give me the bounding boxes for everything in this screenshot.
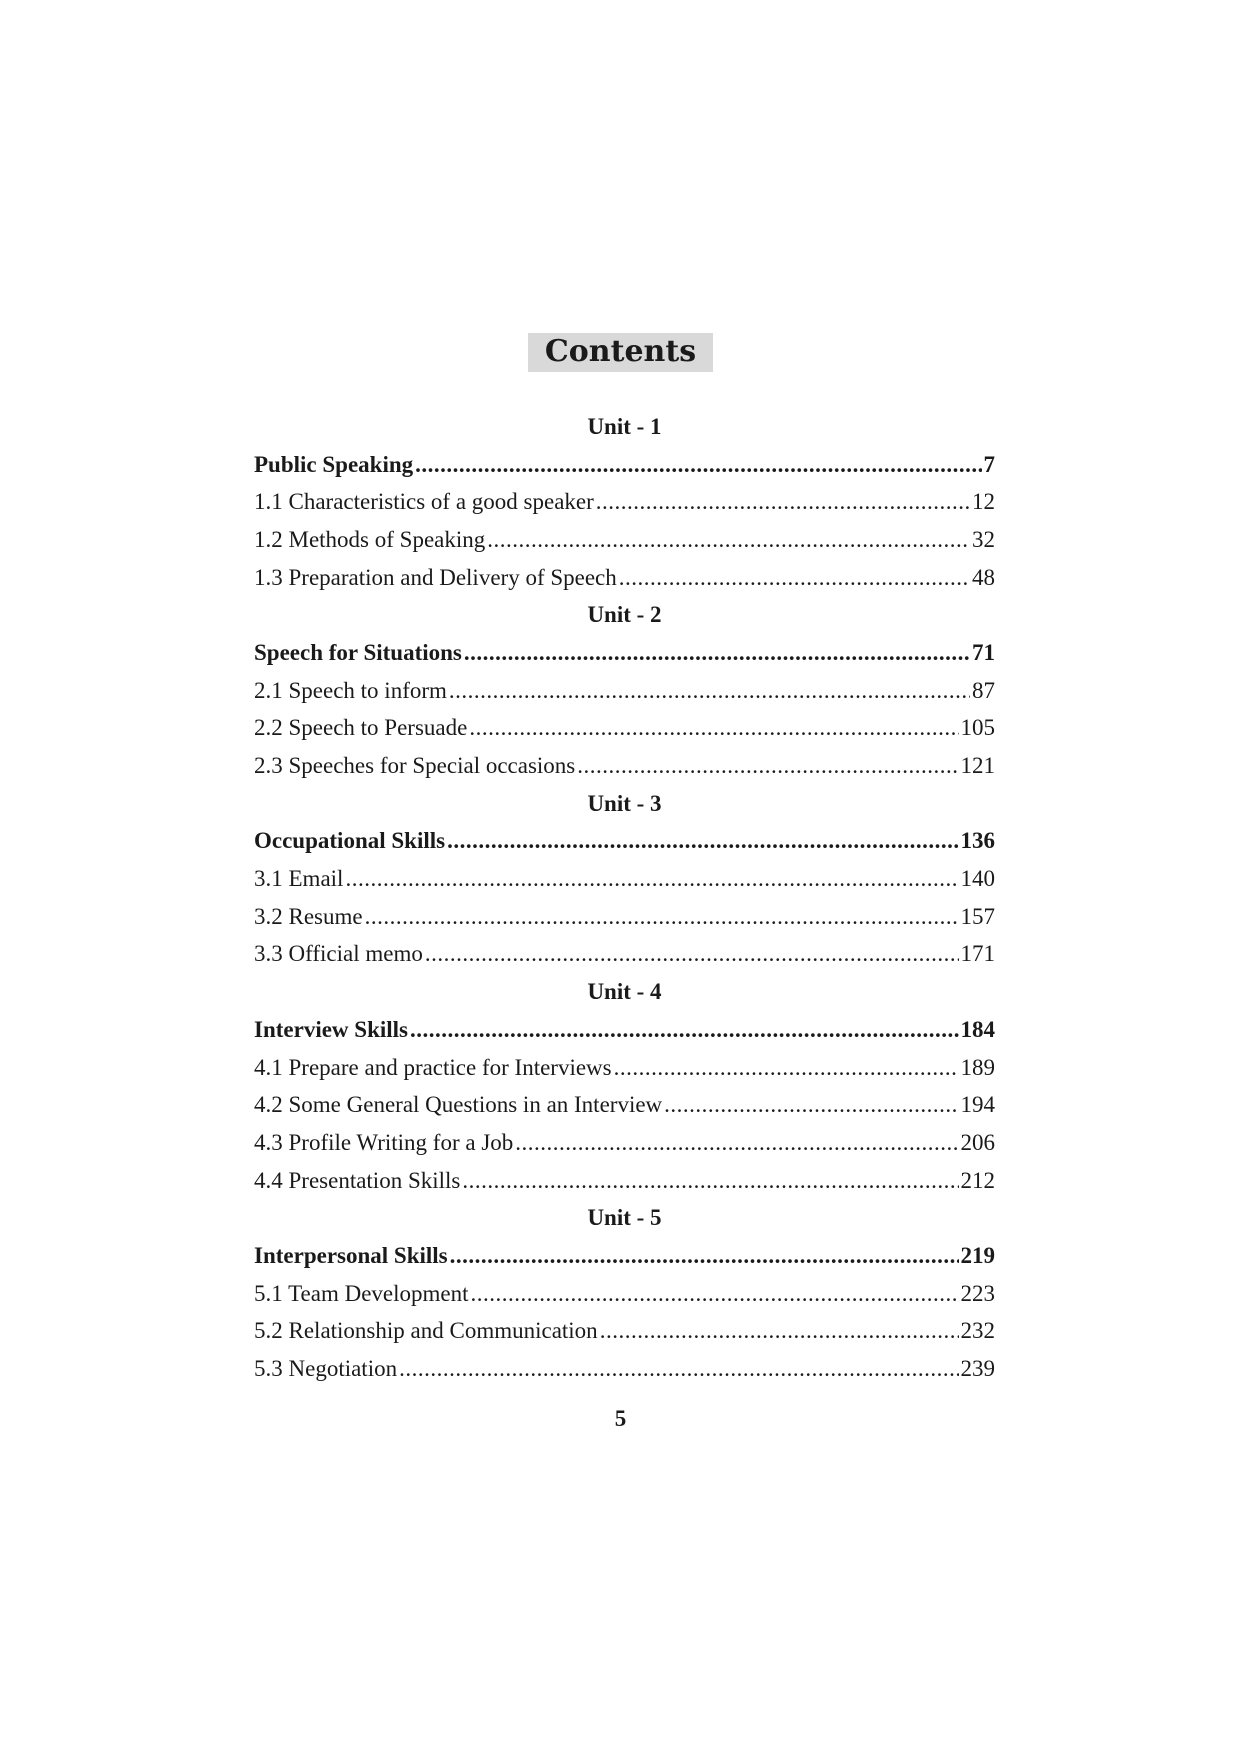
- section-title: 3.3 Official memo: [254, 941, 423, 967]
- dot-leader: [471, 1281, 959, 1307]
- section-page: 48: [972, 564, 995, 590]
- unit-heading: Unit - 5: [587, 1205, 662, 1231]
- section-page: 105: [960, 715, 995, 741]
- section-title: 1.2 Methods of Speaking: [254, 526, 486, 552]
- toc-section-entry[interactable]: [254, 1313, 995, 1351]
- section-page: 206: [960, 1129, 995, 1155]
- section-title: 4.4 Presentation Skills: [254, 1167, 461, 1193]
- table-of-contents: [254, 408, 995, 1388]
- chapter-title: Speech for Situations: [254, 639, 462, 665]
- section-title: 2.2 Speech to Persuade: [254, 715, 468, 741]
- section-title: 5.1 Team Development: [254, 1280, 469, 1306]
- toc-section-entry[interactable]: [254, 860, 995, 898]
- toc-section-entry[interactable]: [254, 483, 995, 521]
- section-page: 189: [960, 1054, 995, 1080]
- chapter-page: 219: [960, 1242, 995, 1268]
- unit-heading: Unit - 2: [587, 602, 662, 628]
- section-page: 194: [960, 1092, 995, 1118]
- chapter-title: Interpersonal Skills: [254, 1242, 448, 1268]
- chapter-title: Interview Skills: [254, 1016, 408, 1042]
- toc-chapter-entry[interactable]: [254, 1011, 995, 1049]
- section-title: 5.2 Relationship and Communication: [254, 1318, 598, 1344]
- chapter-page: 7: [983, 451, 995, 477]
- section-page: 239: [960, 1356, 995, 1382]
- section-page: 87: [972, 677, 995, 703]
- toc-section-entry[interactable]: [254, 521, 995, 559]
- section-page: 12: [972, 489, 995, 515]
- dot-leader: [487, 527, 970, 553]
- toc-section-entry[interactable]: [254, 1124, 995, 1162]
- dot-leader: [614, 1055, 959, 1081]
- toc-section-entry[interactable]: [254, 559, 995, 597]
- section-title: 3.1 Email: [254, 866, 344, 892]
- dot-leader: [664, 1092, 958, 1118]
- dot-leader: [469, 715, 958, 741]
- toc-section-entry[interactable]: [254, 1049, 995, 1087]
- toc-chapter-entry[interactable]: [254, 1237, 995, 1275]
- dot-leader: [365, 904, 959, 930]
- toc-section-entry[interactable]: [254, 1275, 995, 1313]
- dot-leader: [399, 1356, 958, 1382]
- unit-heading: Unit - 4: [587, 979, 662, 1005]
- toc-chapter-entry[interactable]: [254, 446, 995, 484]
- section-page: 232: [960, 1318, 995, 1344]
- chapter-page: 136: [960, 828, 995, 854]
- dot-leader: [515, 1130, 958, 1156]
- dot-leader: [415, 452, 981, 478]
- section-title: 2.1 Speech to inform: [254, 677, 447, 703]
- section-page: 157: [960, 903, 995, 929]
- toc-chapter-entry[interactable]: [254, 823, 995, 861]
- dot-leader: [447, 828, 958, 854]
- page-title: Contents: [528, 333, 713, 372]
- dot-leader: [619, 565, 970, 591]
- section-title: 1.1 Characteristics of a good speaker: [254, 489, 594, 515]
- dot-leader: [449, 678, 970, 704]
- dot-leader: [425, 941, 959, 967]
- dot-leader: [596, 489, 970, 515]
- section-title: 2.3 Speeches for Special occasions: [254, 753, 576, 779]
- section-title: 4.1 Prepare and practice for Interviews: [254, 1054, 612, 1080]
- chapter-page: 71: [972, 639, 995, 665]
- toc-chapter-entry[interactable]: [254, 634, 995, 672]
- dot-leader: [464, 640, 970, 666]
- dot-leader: [577, 753, 958, 779]
- section-page: 121: [960, 753, 995, 779]
- section-page: 171: [960, 941, 995, 967]
- unit-heading: Unit - 3: [587, 790, 662, 816]
- dot-leader: [600, 1318, 959, 1344]
- toc-section-entry[interactable]: [254, 1350, 995, 1388]
- page-number: 5: [614, 1406, 627, 1431]
- chapter-title: Occupational Skills: [254, 828, 446, 854]
- toc-section-entry[interactable]: [254, 1162, 995, 1200]
- section-title: 3.2 Resume: [254, 903, 363, 929]
- chapter-title: Public Speaking: [254, 451, 414, 477]
- toc-section-entry[interactable]: [254, 936, 995, 974]
- section-page: 212: [960, 1167, 995, 1193]
- unit-heading: Unit - 1: [587, 413, 662, 439]
- chapter-page: 184: [960, 1016, 995, 1042]
- dot-leader: [462, 1168, 958, 1194]
- toc-section-entry[interactable]: [254, 1086, 995, 1124]
- section-page: 223: [960, 1280, 995, 1306]
- dot-leader: [450, 1243, 959, 1269]
- section-title: 5.3 Negotiation: [254, 1356, 398, 1382]
- toc-section-entry[interactable]: [254, 898, 995, 936]
- toc-section-entry[interactable]: [254, 710, 995, 748]
- dot-leader: [345, 866, 958, 892]
- section-page: 140: [960, 866, 995, 892]
- section-title: 1.3 Preparation and Delivery of Speech: [254, 564, 617, 590]
- section-title: 4.3 Profile Writing for a Job: [254, 1129, 514, 1155]
- section-page: 32: [972, 526, 995, 552]
- toc-section-entry[interactable]: [254, 747, 995, 785]
- toc-section-entry[interactable]: [254, 672, 995, 710]
- section-title: 4.2 Some General Questions in an Interview: [254, 1092, 663, 1118]
- dot-leader: [410, 1017, 959, 1043]
